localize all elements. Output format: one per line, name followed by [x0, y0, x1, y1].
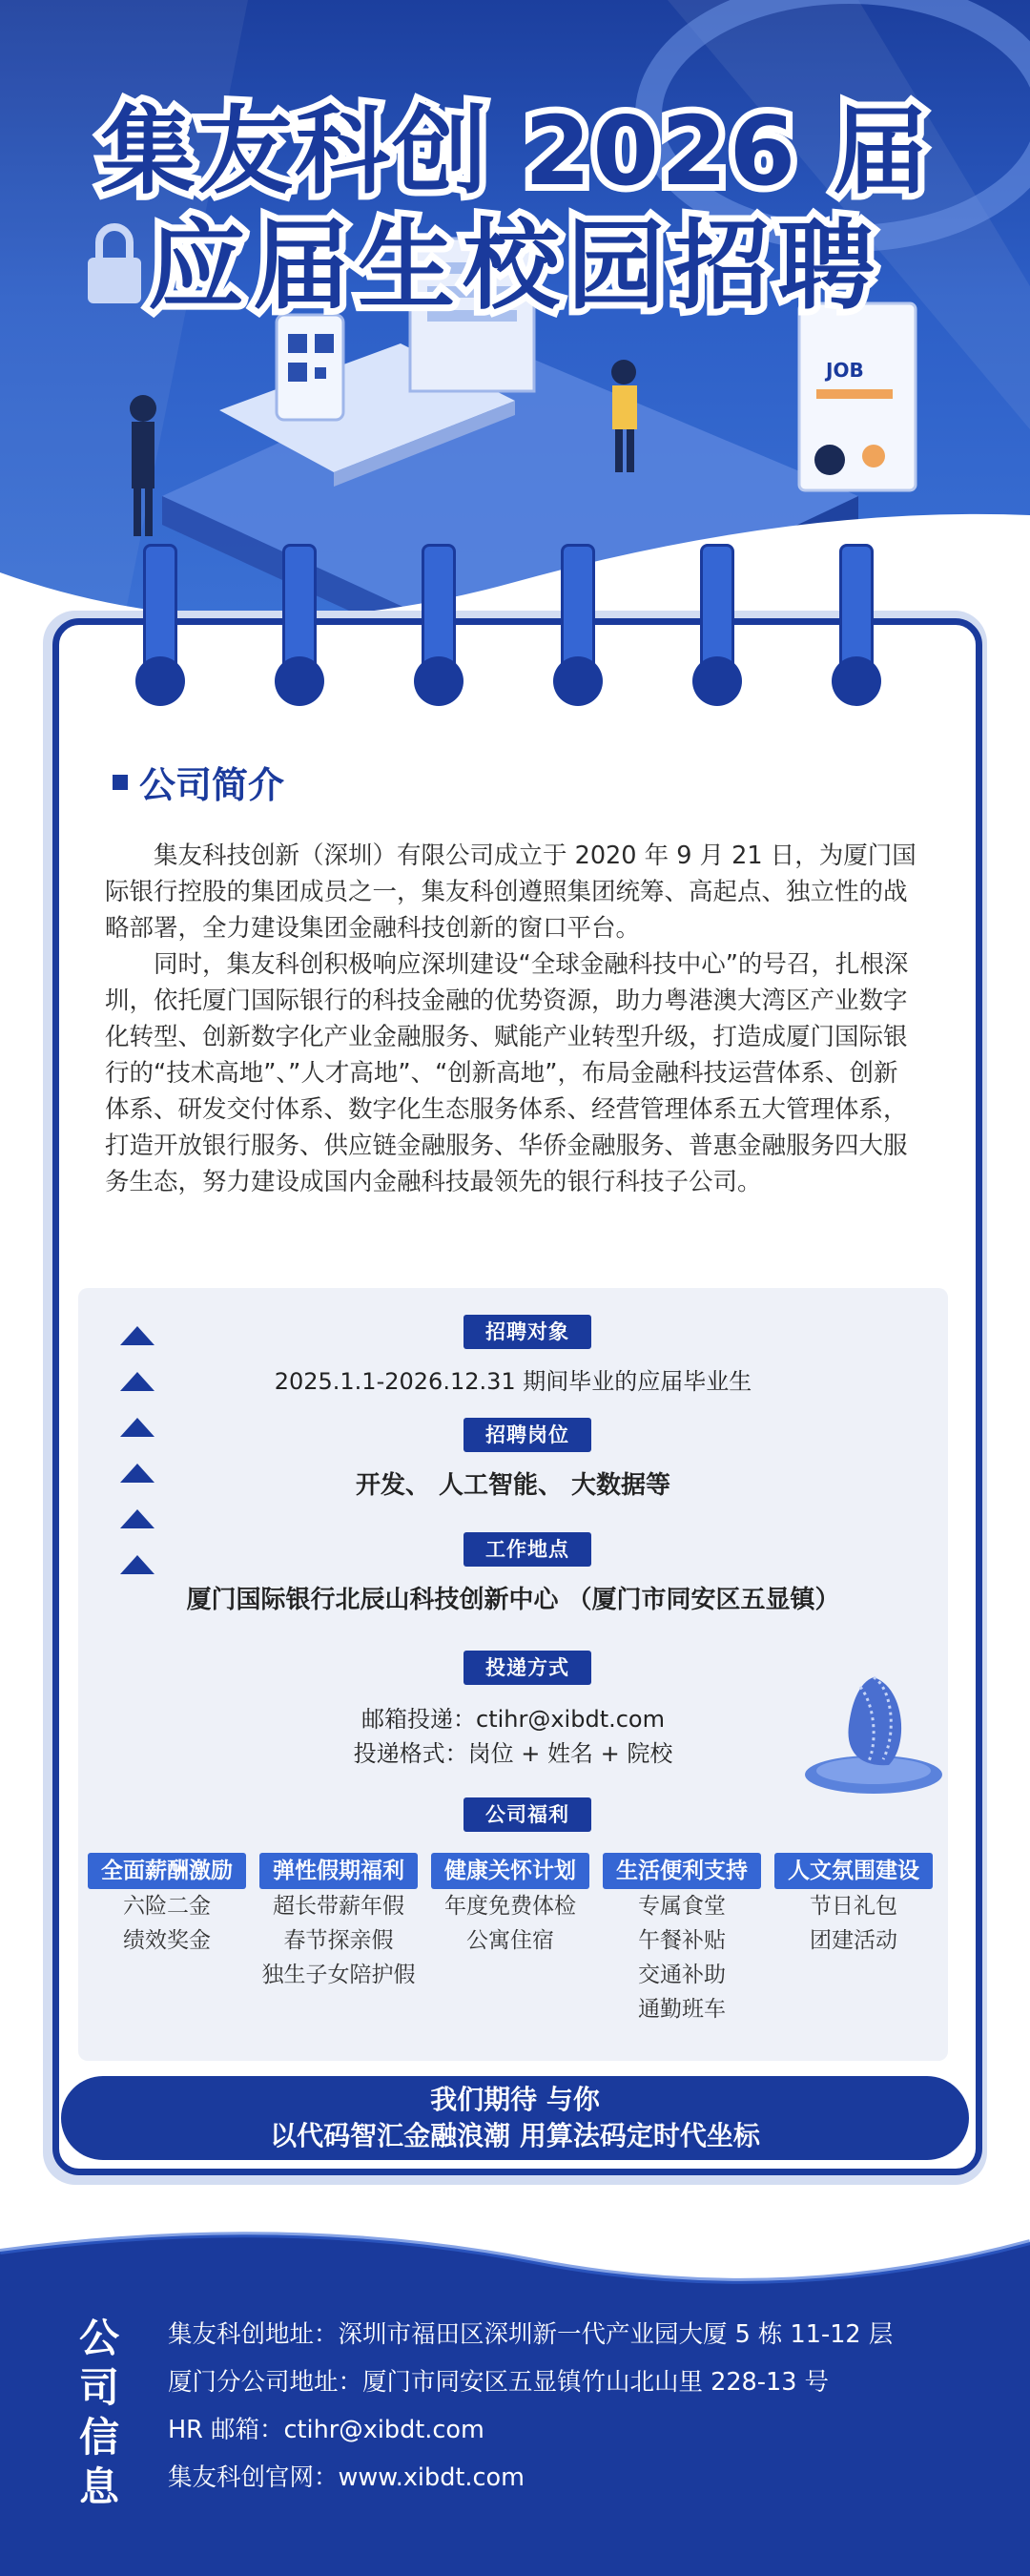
- footer-address-shenzhen: 集友科创地址：深圳市福田区深圳新一代产业园大厦 5 栋 11-12 层: [168, 2320, 894, 2349]
- benefit-item: 绩效奖金: [123, 1928, 211, 1953]
- footer-address-xiamen: 厦门分公司地址：厦门市同安区五显镇竹山北山里 228-13 号: [168, 2368, 830, 2397]
- chevron-up-icon: [118, 1412, 156, 1450]
- slogan-line1: 我们期待 与你: [430, 2084, 600, 2115]
- binder-ring: [414, 544, 464, 706]
- location-text: 厦门国际银行北辰山科技创新中心 （厦门市同安区五显镇）: [186, 1586, 840, 1614]
- benefit-column: [774, 1853, 933, 1958]
- slogan-banner: [61, 2076, 969, 2160]
- intro-paragraph: 集友科技创新（深圳）有限公司成立于 2020 年 9 月 21 日，为厦门国际银行控股的集团成员之一，集友科创遵照集团统筹、高起点、独立性的战略部署，全力建设集团金融科技创新的窗口平台。: [105, 841, 917, 943]
- footer-lines: [168, 2311, 893, 2502]
- benefit-item: 六险二金: [123, 1894, 211, 1919]
- slogan-line2: 以代码智汇金融浪潮 用算法码定时代坐标: [270, 2120, 760, 2151]
- benefit-title: 健康关怀计划: [431, 1853, 589, 1889]
- benefit-title: 全面薪酬激励: [88, 1853, 246, 1889]
- benefit-item: 节日礼包: [810, 1894, 897, 1919]
- target-text: 2025.1.1-2026.12.31 期间毕业的应届毕业生: [274, 1368, 752, 1395]
- intro-paragraph: 同时，集友科创积极响应深圳建设“全球金融科技中心”的号召，扎根深圳，依托厦门国际银行的科技金融的优势资源，助力粤港澳大湾区产业数字化转型、创新数字化产业金融服务、赋能产业转型升级，打造成厦门国际银行的“技术高地”、”人才高地”、“创新高地”，布局金融科技运营体系、创新体系、研发交付体系、数字化生态服务体系、经营管理体系五大管理体系，打造开放银行服务、供应链金融服务、华侨金融服务、普惠金融服务四大服务生态，努力建设成国内金融科技最领先的银行科技子公司。: [105, 950, 909, 1196]
- benefit-column: [259, 1853, 418, 1992]
- binder-ring: [553, 544, 603, 706]
- benefits-badge: 公司福利: [464, 1797, 591, 1832]
- page-title-line2: 应届生校园招聘: [148, 210, 882, 323]
- benefit-title: 生活便利支持: [603, 1853, 761, 1889]
- chevron-up-icon: [118, 1320, 156, 1359]
- benefit-item: 通勤班车: [638, 1997, 726, 2022]
- benefit-item: 独生子女陪护假: [261, 1963, 416, 1987]
- benefit-item: 年度免费体检: [444, 1894, 576, 1919]
- job-label: JOB: [826, 359, 864, 382]
- benefit-item: 公寓住宿: [466, 1928, 554, 1953]
- page-title-line1: 集友科创 2026 届: [100, 95, 930, 207]
- binder-ring: [692, 544, 742, 706]
- benefit-item: 专属食堂: [638, 1894, 726, 1919]
- benefit-title: 弹性假期福利: [259, 1853, 418, 1889]
- intro-text: [105, 838, 921, 1200]
- apply-badge: 投递方式: [464, 1651, 591, 1685]
- target-badge: 招聘对象: [464, 1315, 591, 1349]
- apply-email: 邮箱投递：ctihr@xibdt.com: [361, 1706, 665, 1733]
- footer-label: 公 司 信 息: [78, 2315, 119, 2510]
- binder-ring: [135, 544, 185, 706]
- chevron-up-icon: [118, 1504, 156, 1542]
- location-badge: 工作地点: [464, 1532, 591, 1567]
- apply-format: 投递格式：岗位 + 姓名 + 院校: [353, 1740, 673, 1767]
- binder-ring: [275, 544, 324, 706]
- benefit-column: [603, 1853, 761, 2026]
- benefit-title: 人文氛围建设: [774, 1853, 933, 1889]
- square-bullet-icon: [113, 775, 128, 790]
- intro-heading: 公司简介: [113, 756, 284, 808]
- benefit-item: 春节探亲假: [283, 1928, 394, 1953]
- benefit-item: 午餐补贴: [638, 1928, 726, 1953]
- benefit-item: 交通补助: [638, 1963, 726, 1987]
- positions-badge: 招聘岗位: [464, 1418, 591, 1452]
- footer-hr-email[interactable]: HR 邮箱：ctihr@xibdt.com: [168, 2416, 484, 2444]
- positions-text: 开发、 人工智能、 大数据等: [355, 1471, 671, 1500]
- benefit-column: [88, 1853, 246, 1958]
- globe-decoration-icon: [797, 1668, 950, 1801]
- benefit-item: 团建活动: [810, 1928, 897, 1953]
- footer-website[interactable]: 集友科创官网：www.xibdt.com: [168, 2463, 525, 2492]
- binder-ring: [832, 544, 881, 706]
- benefit-column: [431, 1853, 589, 1958]
- benefit-item: 超长带薪年假: [273, 1894, 404, 1919]
